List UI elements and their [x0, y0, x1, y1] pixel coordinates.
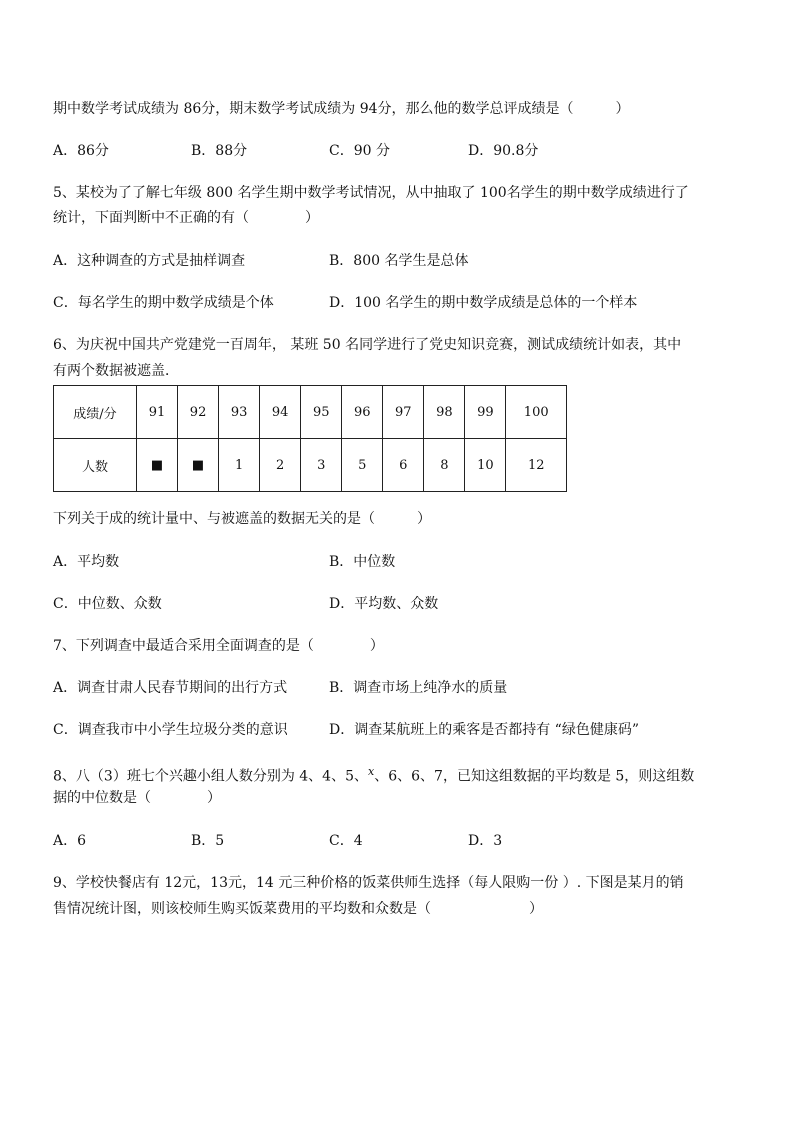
- q8-option-d: D．3: [468, 833, 503, 849]
- score-cell: 93: [219, 386, 260, 439]
- score-cell: 91: [137, 386, 178, 439]
- q8-option-b: B．5: [191, 833, 225, 849]
- q7-option-c: C．调查我市中小学生垃圾分类的意识: [53, 722, 288, 738]
- covered-square-icon: ■: [191, 457, 205, 473]
- q4-option-a: A．86分: [53, 143, 109, 159]
- count-cell-covered: [137, 439, 178, 492]
- score-cell: 95: [301, 386, 342, 439]
- q6-option-c: C．中位数、众数: [53, 596, 162, 612]
- q8-stem-part-b: 、6、6、7，已知这组数据的平均数是 5，则这组数: [374, 768, 695, 785]
- q7-option-b: B．调查市场上纯净水的质量: [329, 680, 508, 696]
- table-row: [54, 386, 567, 439]
- q5-stem-line1: 5、某校为了了解七年级 800 名学生期中数学考试情况，从中抽取了 100名学生的期中数学成绩进行了: [53, 185, 689, 201]
- q4-option-d: D．90.8分: [468, 143, 539, 159]
- score-cell: 97: [383, 386, 424, 439]
- q9-stem-line2: 售情况统计图，则该校师生购买饭菜费用的平均数和众数是（ ）: [53, 901, 543, 917]
- count-cell: 10: [465, 439, 506, 492]
- q8-option-a: A．6: [53, 833, 87, 849]
- q4-option-b: B．88分: [191, 143, 248, 159]
- q4-option-c: C．90 分: [329, 143, 390, 159]
- count-cell-covered: [178, 439, 219, 492]
- q5-option-b: B．800 名学生是总体: [329, 253, 469, 269]
- q6-option-b: B．中位数: [329, 554, 396, 570]
- q5-option-c: C．每名学生的期中数学成绩是个体: [53, 295, 274, 311]
- count-cell: 1: [219, 439, 260, 492]
- q6-question: 下列关于成的统计量中、与被遮盖的数据无关的是（ ）: [53, 511, 431, 527]
- q8-variable-x: x: [368, 765, 375, 778]
- count-cell: 6: [383, 439, 424, 492]
- q8-stem-part-a: 8、八（3）班七个兴趣小组人数分别为 4、4、5、: [53, 768, 368, 785]
- table-row: [54, 439, 567, 492]
- q9-stem-line1: 9、学校快餐店有 12元，13元，14 元三种价格的饭菜供师生选择（每人限购一份 ）. 下图是某月的销: [53, 875, 684, 891]
- q6-option-a: A．平均数: [53, 554, 120, 570]
- q7-option-a: A．调查甘肃人民春节期间的出行方式: [53, 680, 288, 696]
- score-cell: 99: [465, 386, 506, 439]
- table-row-label: 成绩/分: [54, 386, 137, 439]
- q6-stem-line1: 6、为庆祝中国共产党建党一百周年， 某班 50 名同学进行了党史知识竞赛，测试成绩统计如表，其中: [53, 337, 682, 353]
- count-cell: 2: [260, 439, 301, 492]
- score-cell: 94: [260, 386, 301, 439]
- q8-option-c: C．4: [329, 833, 363, 849]
- score-table: [53, 385, 567, 492]
- table-row-label: 人数: [54, 439, 137, 492]
- q4-stem: 期中数学考试成绩为 86分，期末数学考试成绩为 94分，那么他的数学总评成绩是（ ）: [53, 101, 630, 117]
- score-cell: 96: [342, 386, 383, 439]
- count-cell: 8: [424, 439, 465, 492]
- score-cell: 100: [506, 386, 567, 439]
- q8-stem-line1: [53, 762, 694, 787]
- count-cell: 3: [301, 439, 342, 492]
- covered-square-icon: ■: [150, 457, 164, 473]
- q5-option-d: D．100 名学生的期中数学成绩是总体的一个样本: [329, 295, 638, 311]
- count-cell: 5: [342, 439, 383, 492]
- q7-option-d: D．调查某航班上的乘客是否都持有 “绿色健康码”: [329, 722, 639, 738]
- count-cell: 12: [506, 439, 567, 492]
- q6-stem-line2: 有两个数据被遮盖．: [53, 363, 179, 379]
- q6-option-d: D．平均数、众数: [329, 596, 439, 612]
- q5-option-a: A．这种调查的方式是抽样调查: [53, 253, 246, 269]
- q8-stem-line2: 据的中位数是（ ）: [53, 790, 221, 806]
- score-cell: 92: [178, 386, 219, 439]
- q5-stem-line2: 统计，下面判断中不正确的有（ ）: [53, 210, 319, 226]
- q7-stem: 7、下列调查中最适合采用全面调查的是（ ）: [53, 638, 384, 654]
- score-cell: 98: [424, 386, 465, 439]
